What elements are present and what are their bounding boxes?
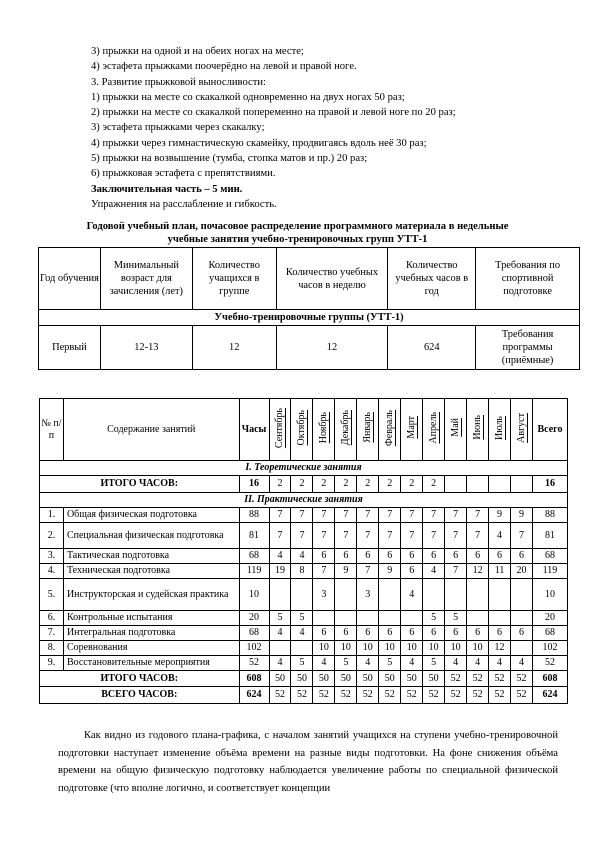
month-header: [401, 399, 423, 461]
month-cell: 7: [423, 508, 445, 523]
month-cell: 50: [291, 671, 313, 687]
row-hours: 81: [239, 523, 269, 549]
month-cell: 52: [357, 687, 379, 704]
row-total: 81: [532, 523, 567, 549]
list-line: 3) эстафета прыжками через скакалку;: [91, 122, 265, 134]
row-hours: 102: [239, 641, 269, 656]
month-cell: 7: [511, 523, 533, 549]
month-cell: 7: [401, 508, 423, 523]
month-cell: 6: [379, 549, 401, 564]
header-min-age: Минимальный возраст для зачисления (лет): [100, 248, 192, 310]
month-cell: 4: [291, 549, 313, 564]
month-cell: 5: [379, 656, 401, 671]
month-header: [269, 399, 291, 461]
month-cell: [467, 611, 489, 626]
month-label: Апрель: [427, 411, 439, 444]
table-row: [40, 579, 568, 611]
month-header: [379, 399, 401, 461]
row-hours: 68: [239, 549, 269, 564]
exercise-list: [91, 44, 531, 212]
month-header: [467, 399, 489, 461]
itogo-practice-row: [40, 671, 568, 687]
month-cell: [379, 611, 401, 626]
month-cell: 6: [379, 626, 401, 641]
month-cell: 6: [401, 564, 423, 579]
month-cell: 5: [335, 656, 357, 671]
month-cell: 7: [313, 508, 335, 523]
month-cell: 52: [269, 687, 291, 704]
plan-title-line1: Годовой учебный план, почасовое распределение программного материала в недельные: [86, 221, 509, 232]
row-num: 9.: [40, 656, 64, 671]
month-cell: 52: [511, 687, 533, 704]
header-year: Год обучения: [39, 248, 101, 310]
vsego-label: ВСЕГО ЧАСОВ:: [40, 687, 240, 704]
month-cell: 7: [313, 523, 335, 549]
row-name: Соревнования: [63, 641, 239, 656]
month-header: [489, 399, 511, 461]
month-cell: 5: [445, 611, 467, 626]
month-cell: 52: [511, 671, 533, 687]
month-cell: 12: [467, 564, 489, 579]
month-label: Май: [449, 418, 461, 438]
month-label: Ноябрь: [318, 412, 330, 444]
month-cell: 6: [511, 626, 533, 641]
month-cell: 2: [379, 476, 401, 493]
month-cell: 10: [467, 641, 489, 656]
month-cell: 5: [291, 656, 313, 671]
row-num: 1.: [40, 508, 64, 523]
month-cell: 4: [489, 523, 511, 549]
row-name: Тактическая подготовка: [63, 549, 239, 564]
plan-title: [40, 220, 555, 246]
month-cell: 10: [335, 641, 357, 656]
month-cell: 9: [511, 508, 533, 523]
month-cell: 4: [423, 564, 445, 579]
month-label: Октябрь: [296, 410, 308, 446]
month-cell: 7: [379, 523, 401, 549]
col-num-header: № п/п: [40, 399, 64, 461]
vsego-hours: 624: [239, 687, 269, 704]
month-cell: 6: [401, 626, 423, 641]
cell-year: Первый: [39, 326, 101, 370]
month-cell: 4: [401, 656, 423, 671]
month-cell: [335, 579, 357, 611]
month-cell: 7: [423, 523, 445, 549]
month-cell: 5: [291, 611, 313, 626]
month-header: [423, 399, 445, 461]
month-cell: 6: [467, 626, 489, 641]
month-cell: 2: [357, 476, 379, 493]
row-name: Контрольные испытания: [63, 611, 239, 626]
table-row: [40, 626, 568, 641]
month-cell: 10: [445, 641, 467, 656]
month-header: [511, 399, 533, 461]
month-cell: 7: [269, 523, 291, 549]
month-cell: 2: [401, 476, 423, 493]
table-row: [40, 611, 568, 626]
month-cell: 7: [379, 508, 401, 523]
month-header: [313, 399, 335, 461]
row-num: 7.: [40, 626, 64, 641]
row-hours: 20: [239, 611, 269, 626]
month-label: Январь: [362, 412, 374, 444]
month-cell: 3: [313, 579, 335, 611]
month-cell: [511, 476, 533, 493]
row-name: Специальная физическая подготовка: [63, 523, 239, 549]
month-label: Сентябрь: [274, 407, 286, 448]
month-cell: 4: [291, 626, 313, 641]
month-cell: 50: [313, 671, 335, 687]
month-header: [335, 399, 357, 461]
month-cell: [379, 579, 401, 611]
month-cell: 5: [269, 611, 291, 626]
month-cell: 4: [511, 656, 533, 671]
month-cell: [511, 611, 533, 626]
summary-table: [38, 247, 580, 370]
month-cell: 6: [423, 626, 445, 641]
month-cell: [467, 579, 489, 611]
month-cell: 7: [291, 508, 313, 523]
itogo-total: 608: [532, 671, 567, 687]
month-cell: 6: [445, 549, 467, 564]
month-cell: 3: [357, 579, 379, 611]
itogo-label: ИТОГО ЧАСОВ:: [40, 476, 240, 493]
table-row: [40, 523, 568, 549]
month-cell: 4: [489, 656, 511, 671]
vsego-row: [40, 687, 568, 704]
month-cell: 52: [467, 687, 489, 704]
month-cell: 10: [313, 641, 335, 656]
header-requirements: Требования по спортивной подготовке: [476, 248, 580, 310]
hours-distribution-table: [39, 398, 568, 704]
row-total: 119: [532, 564, 567, 579]
row-name: Инструкторская и судейская практика: [63, 579, 239, 611]
month-cell: [489, 611, 511, 626]
list-line: 4) эстафета прыжками поочерёдно на левой и правой ноге.: [91, 61, 357, 73]
month-cell: 6: [489, 549, 511, 564]
row-total: 20: [532, 611, 567, 626]
cell-hours-week: 12: [276, 326, 388, 370]
month-label: Июль: [493, 415, 505, 440]
row-name: Общая физическая подготовка: [63, 508, 239, 523]
month-header: [357, 399, 379, 461]
month-cell: 2: [269, 476, 291, 493]
month-cell: [467, 476, 489, 493]
row-hours: 68: [239, 626, 269, 641]
row-num: 4.: [40, 564, 64, 579]
month-cell: 52: [291, 687, 313, 704]
month-cell: 7: [357, 564, 379, 579]
list-line: 3. Развитие прыжковой выносливости:: [91, 76, 266, 88]
row-total: 102: [532, 641, 567, 656]
month-cell: 52: [423, 687, 445, 704]
row-hours: 10: [239, 579, 269, 611]
table-row: [40, 564, 568, 579]
month-cell: 6: [335, 549, 357, 564]
month-cell: 2: [313, 476, 335, 493]
row-total: 68: [532, 549, 567, 564]
closing-paragraph: [58, 727, 558, 797]
month-cell: 7: [467, 508, 489, 523]
month-cell: 4: [401, 579, 423, 611]
month-header: [445, 399, 467, 461]
month-cell: [423, 579, 445, 611]
month-header: [291, 399, 313, 461]
row-hours: 119: [239, 564, 269, 579]
month-cell: [489, 579, 511, 611]
month-cell: 11: [489, 564, 511, 579]
month-cell: [291, 641, 313, 656]
month-cell: 52: [467, 671, 489, 687]
month-cell: 2: [423, 476, 445, 493]
month-cell: 7: [357, 508, 379, 523]
row-num: 3.: [40, 549, 64, 564]
final-part-text: Упражнения на расслабление и гибкость.: [91, 198, 277, 210]
vsego-total: 624: [532, 687, 567, 704]
month-cell: 5: [423, 611, 445, 626]
month-cell: 7: [467, 523, 489, 549]
month-label: Март: [405, 416, 417, 440]
month-cell: 6: [401, 549, 423, 564]
month-cell: 6: [511, 549, 533, 564]
list-line: 4) прыжки через гимнастическую скамейку, продвигаясь вдоль неё 30 раз;: [91, 137, 427, 149]
month-cell: 52: [445, 687, 467, 704]
month-cell: 9: [489, 508, 511, 523]
month-cell: 7: [269, 508, 291, 523]
month-cell: 7: [335, 508, 357, 523]
month-cell: 12: [489, 641, 511, 656]
month-cell: 20: [511, 564, 533, 579]
month-cell: 52: [489, 671, 511, 687]
month-cell: 10: [357, 641, 379, 656]
month-cell: 4: [269, 549, 291, 564]
month-cell: [401, 611, 423, 626]
month-cell: 50: [357, 671, 379, 687]
month-cell: 4: [269, 626, 291, 641]
month-cell: 7: [445, 508, 467, 523]
month-cell: [511, 579, 533, 611]
month-cell: 7: [445, 523, 467, 549]
month-cell: 7: [335, 523, 357, 549]
month-cell: [489, 476, 511, 493]
month-label: Февраль: [384, 409, 395, 446]
list-line: 3) прыжки на одной и на обеих ногах на месте;: [91, 46, 304, 57]
month-label: Август: [515, 412, 527, 443]
month-cell: 10: [423, 641, 445, 656]
itogo-hours: 16: [239, 476, 269, 493]
month-cell: 52: [445, 671, 467, 687]
list-line: 2) прыжки на месте со скакалкой попеременно на правой и левой ноге по 20 раз;: [91, 107, 456, 119]
month-cell: 9: [335, 564, 357, 579]
section-practice: II. Практические занятия: [40, 493, 568, 508]
month-cell: 50: [335, 671, 357, 687]
month-cell: [291, 579, 313, 611]
row-total: 10: [532, 579, 567, 611]
row-hours: 88: [239, 508, 269, 523]
group-row: Учебно-тренировочные группы (УТТ-1): [39, 310, 580, 326]
month-cell: 10: [401, 641, 423, 656]
month-cell: 9: [379, 564, 401, 579]
month-cell: 4: [269, 656, 291, 671]
row-name: Техническая подготовка: [63, 564, 239, 579]
month-cell: 19: [269, 564, 291, 579]
row-num: 6.: [40, 611, 64, 626]
month-cell: 4: [313, 656, 335, 671]
col-total-header: Всего: [532, 399, 567, 461]
month-cell: 6: [357, 549, 379, 564]
row-num: 5.: [40, 579, 64, 611]
cell-min-age: 12-13: [100, 326, 192, 370]
month-cell: 52: [379, 687, 401, 704]
month-cell: 6: [445, 626, 467, 641]
month-cell: 7: [291, 523, 313, 549]
cell-hours-year: 624: [388, 326, 476, 370]
month-cell: 50: [379, 671, 401, 687]
month-cell: 4: [445, 656, 467, 671]
list-line: 1) прыжки на месте со скакалкой одновременно на двух ногах 50 раз;: [91, 91, 405, 103]
list-line: 6) прыжковая эстафета с препятствиями.: [91, 168, 276, 180]
month-cell: 8: [291, 564, 313, 579]
row-total: 52: [532, 656, 567, 671]
list-line: 5) прыжки на возвышение (тумба, стопка матов и пр.) 20 раз;: [91, 153, 368, 165]
month-cell: 6: [357, 626, 379, 641]
month-cell: 4: [467, 656, 489, 671]
month-cell: [269, 641, 291, 656]
month-cell: 6: [423, 549, 445, 564]
row-hours: 52: [239, 656, 269, 671]
month-cell: 6: [467, 549, 489, 564]
month-cell: 6: [489, 626, 511, 641]
month-cell: 10: [379, 641, 401, 656]
plan-title-line2: учебные занятия учебно-тренировочных групп УТТ-1: [167, 234, 428, 245]
month-cell: 52: [401, 687, 423, 704]
month-label: Июнь: [471, 415, 483, 441]
row-name: Восстановительные мероприятия: [63, 656, 239, 671]
month-cell: [445, 579, 467, 611]
itogo-label: ИТОГО ЧАСОВ:: [40, 671, 240, 687]
month-cell: 7: [357, 523, 379, 549]
table-row: [40, 508, 568, 523]
month-cell: 6: [313, 626, 335, 641]
itogo-theory-row: [40, 476, 568, 493]
month-cell: 50: [401, 671, 423, 687]
row-num: 8.: [40, 641, 64, 656]
month-cell: 6: [335, 626, 357, 641]
month-label: Декабрь: [340, 410, 352, 446]
table-row: [40, 641, 568, 656]
month-cell: 52: [489, 687, 511, 704]
month-cell: 2: [335, 476, 357, 493]
cell-students: 12: [192, 326, 276, 370]
month-cell: 50: [269, 671, 291, 687]
itogo-hours: 608: [239, 671, 269, 687]
month-cell: 52: [313, 687, 335, 704]
header-hours-year: Количество учебных часов в год: [388, 248, 476, 310]
month-cell: [313, 611, 335, 626]
month-cell: [511, 641, 533, 656]
header-hours-week: Количество учебных часов в неделю: [276, 248, 388, 310]
month-cell: [335, 611, 357, 626]
row-num: 2.: [40, 523, 64, 549]
month-cell: [269, 579, 291, 611]
month-cell: 2: [291, 476, 313, 493]
month-cell: 52: [335, 687, 357, 704]
row-total: 68: [532, 626, 567, 641]
month-cell: 4: [357, 656, 379, 671]
itogo-total: 16: [532, 476, 567, 493]
month-cell: 5: [423, 656, 445, 671]
month-cell: [445, 476, 467, 493]
month-cell: 50: [423, 671, 445, 687]
final-part-heading: Заключительная часть – 5 мин.: [91, 183, 243, 195]
col-content-header: Содержание занятий: [63, 399, 239, 461]
month-cell: 7: [313, 564, 335, 579]
month-cell: 7: [445, 564, 467, 579]
section-theory: I. Теоретические занятия: [40, 461, 568, 476]
month-cell: 7: [401, 523, 423, 549]
table-row: [40, 549, 568, 564]
month-cell: [357, 611, 379, 626]
closing-paragraph-text: Как видно из годового плана-графика, с началом занятий учащихся на ступени учебно-тренировочной подготовки наступает изменение объёма времени на разные виды подготовки. На фоне снижения объёма времени на общую физическую подготовку наблюдается увеличение работы по специальной физической подготовке (что вполне логично, и соответствует концепции: [58, 730, 558, 794]
col-hours-header: Часы: [239, 399, 269, 461]
table-row: [40, 656, 568, 671]
header-students: Количество учащихся в группе: [192, 248, 276, 310]
cell-requirements: Требования программы (приёмные): [476, 326, 580, 370]
row-name: Интегральная подготовка: [63, 626, 239, 641]
row-total: 88: [532, 508, 567, 523]
month-cell: 6: [313, 549, 335, 564]
